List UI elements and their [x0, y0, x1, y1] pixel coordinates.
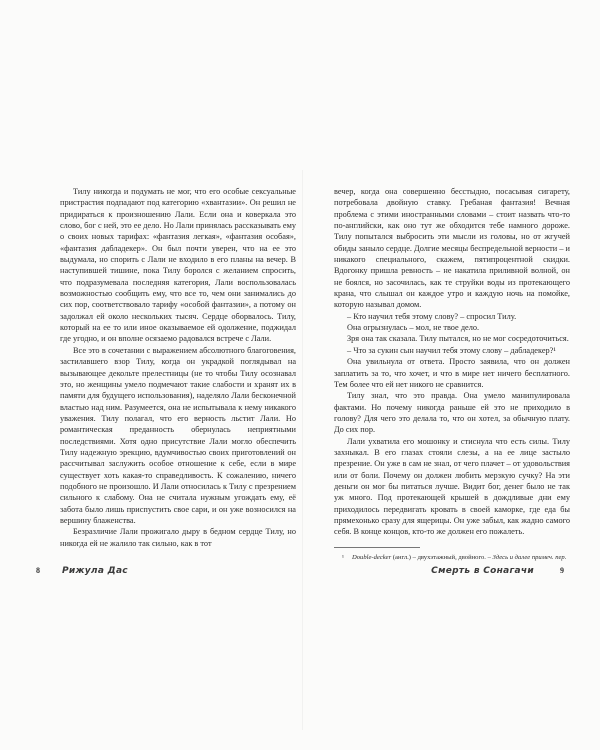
- footnote-divider: [334, 547, 420, 548]
- footnote: [334, 554, 570, 563]
- right-paragraph-8: Лали ухватила его мошонку и стиснула что есть силы. Тилу захныкал. В его глазах стояли слезы, а на ее лице застыло презрение. Он уже в сам не знал, от чего плачет – от удовольствия или от боли. Почему он должен любить мерзкую сучку? На эти деньги он мог бы питаться лучше. Видит бог, денег было не так уж много. Под протекающей крышей в дождливые дни ему приходилось передвигать кровать в своей каморке, где еда бы прямехонько сразу для ящерицы. Он уже забыл, как жадно самого себя. В конце концов, кто-то же должен его пожалеть.: [334, 436, 570, 537]
- right-paragraph-7: Тилу знал, что это правда. Она умело манипулировала фактами. Но почему никогда раньше ей это не приходило в голову? Для чего это делала то, что он хотел, за обычную плату. До сих пор.: [334, 391, 570, 435]
- left-page-number: 8: [36, 566, 40, 575]
- right-footer: [431, 566, 564, 576]
- right-running-head: Смерть в Сонагачи: [431, 566, 534, 576]
- footnote-mark: ¹: [342, 554, 344, 562]
- right-paragraph-2: – Кто научил тебя этому слову? – спросил Тилу.: [347, 311, 517, 321]
- gutter-shadow: [302, 170, 303, 730]
- footnote-term: Double-decker: [351, 554, 392, 562]
- right-paragraph-5: – Что за сукин сын научил тебя этому слову – дабладекер?¹: [347, 345, 556, 355]
- left-paragraph-1: Тилу никогда и подумать не мог, что его особые сексуальные пристрастия подпадают под категорию «хвантазии». Он решил не придираться к произношению Лали. Если она и коверкала это слово, бог с ней, это ее дело. Но Лали принялась рассказывать ему о своих новых тарифах: «фантазия легкая», «фантазия особая», «фантазия дабладекер». Он был почти уверен, что на ее это выдумала, но спорить с Лали не входило в его планы на вечер. В наступившей тишине, пока Тилу боролся с желанием спросить, что подразумевала последняя категория, Лали воспользовалась возможностью сообщить ему, что все то, чем они занимались до сих пор, соответствовало тарифу «особой фантазии», а потому он задолжал ей около нескольких тысяч. Сердце оборвалось. Тилу, который на ее то или иное оказываемое ей одолжение, поджидал где угодно, и он вполне осязаемо радовался встрече с Лали.: [60, 187, 296, 344]
- right-paragraph-4: Зря она так сказала. Тилу пытался, но не мог сосредоточиться.: [347, 334, 569, 344]
- left-footer: [36, 566, 128, 576]
- right-text-column: [334, 186, 570, 538]
- right-paragraph-6: Она увильнула от ответа. Просто заявила, что он должен заплатить за то, что хочет, и что в мире нет ничего бесплатного. Тем более что ей нет никого не сравнится.: [334, 357, 570, 389]
- right-page-number: 9: [560, 566, 564, 575]
- footnote-text: (англ.) – двухэтажный, двойного. –: [391, 554, 493, 562]
- right-paragraph-1: вечер, когда она совершенно бесстыдно, посасывая сигарету, потребовала двойную ставку. Гребаная фантазия! Вечная проблема с этими иностранными словами – стоит назвать что-то по-английски, как оно тут же обходится тебе намного дороже. Тилу попытался выбросить эти мысли из головы, но от жгучей обиды заныло сердце. Долгие месяцы беспредельной верности – и никакого специального, скажем, пятипроцентной скидки. Вдогонку пришла ревность – не накатила приливной волной, он не боялся, но засочилась, как те струйки воды из протекающего крана, что слышал он каждое утро и каждую ночь на помойке, которую называл домом.: [334, 187, 570, 310]
- left-running-head: Рижула Дас: [62, 566, 128, 576]
- right-page: [334, 186, 570, 569]
- right-paragraph-3: Она огрызнулась – мол, не твое дело.: [347, 323, 480, 333]
- left-paragraph-2: Все это в сочетании с выражением абсолютного благоговения, застилавшего взор Тилу, когда он украдкой поглядывал на вызывающее декольте прелестницы (не то чтобы Тилу осознавал это, но женщины умело подмечают такие слабости и хранят их в памяти для будущего использования), наделяло Лали бесконечной властью над ним. Разумеется, она не испытывала к нему никакого уважения. Тилу полагал, что его верность льстит Лали. Но романтическая преданность обернулась неприятными последствиями. Хотя одно присутствие Лали могло обеспечить Тилу надежную эрекцию, вдумчивостью своих приготовлений он рассчитывал заслужить особое отношение к себе, если в мире существует хоть какая-то справедливость. К сожалению, ничего подобного не произошло. И Лали относилась к Тилу с презрением сильного к слабому. Она не считала нужным угождать ему, её забота было лишь приспустить свое сари, и он уже возносился на вершину блаженства.: [60, 345, 296, 525]
- left-page: [60, 186, 296, 549]
- left-paragraph-3: Безразличие Лали прожигало дыру в бедном сердце Тилу, но никогда ей не жалило так сильно, как в тот: [60, 527, 296, 548]
- left-text-column: [60, 186, 296, 549]
- footnote-note: Здесь и далее примеч. пер.: [492, 554, 567, 562]
